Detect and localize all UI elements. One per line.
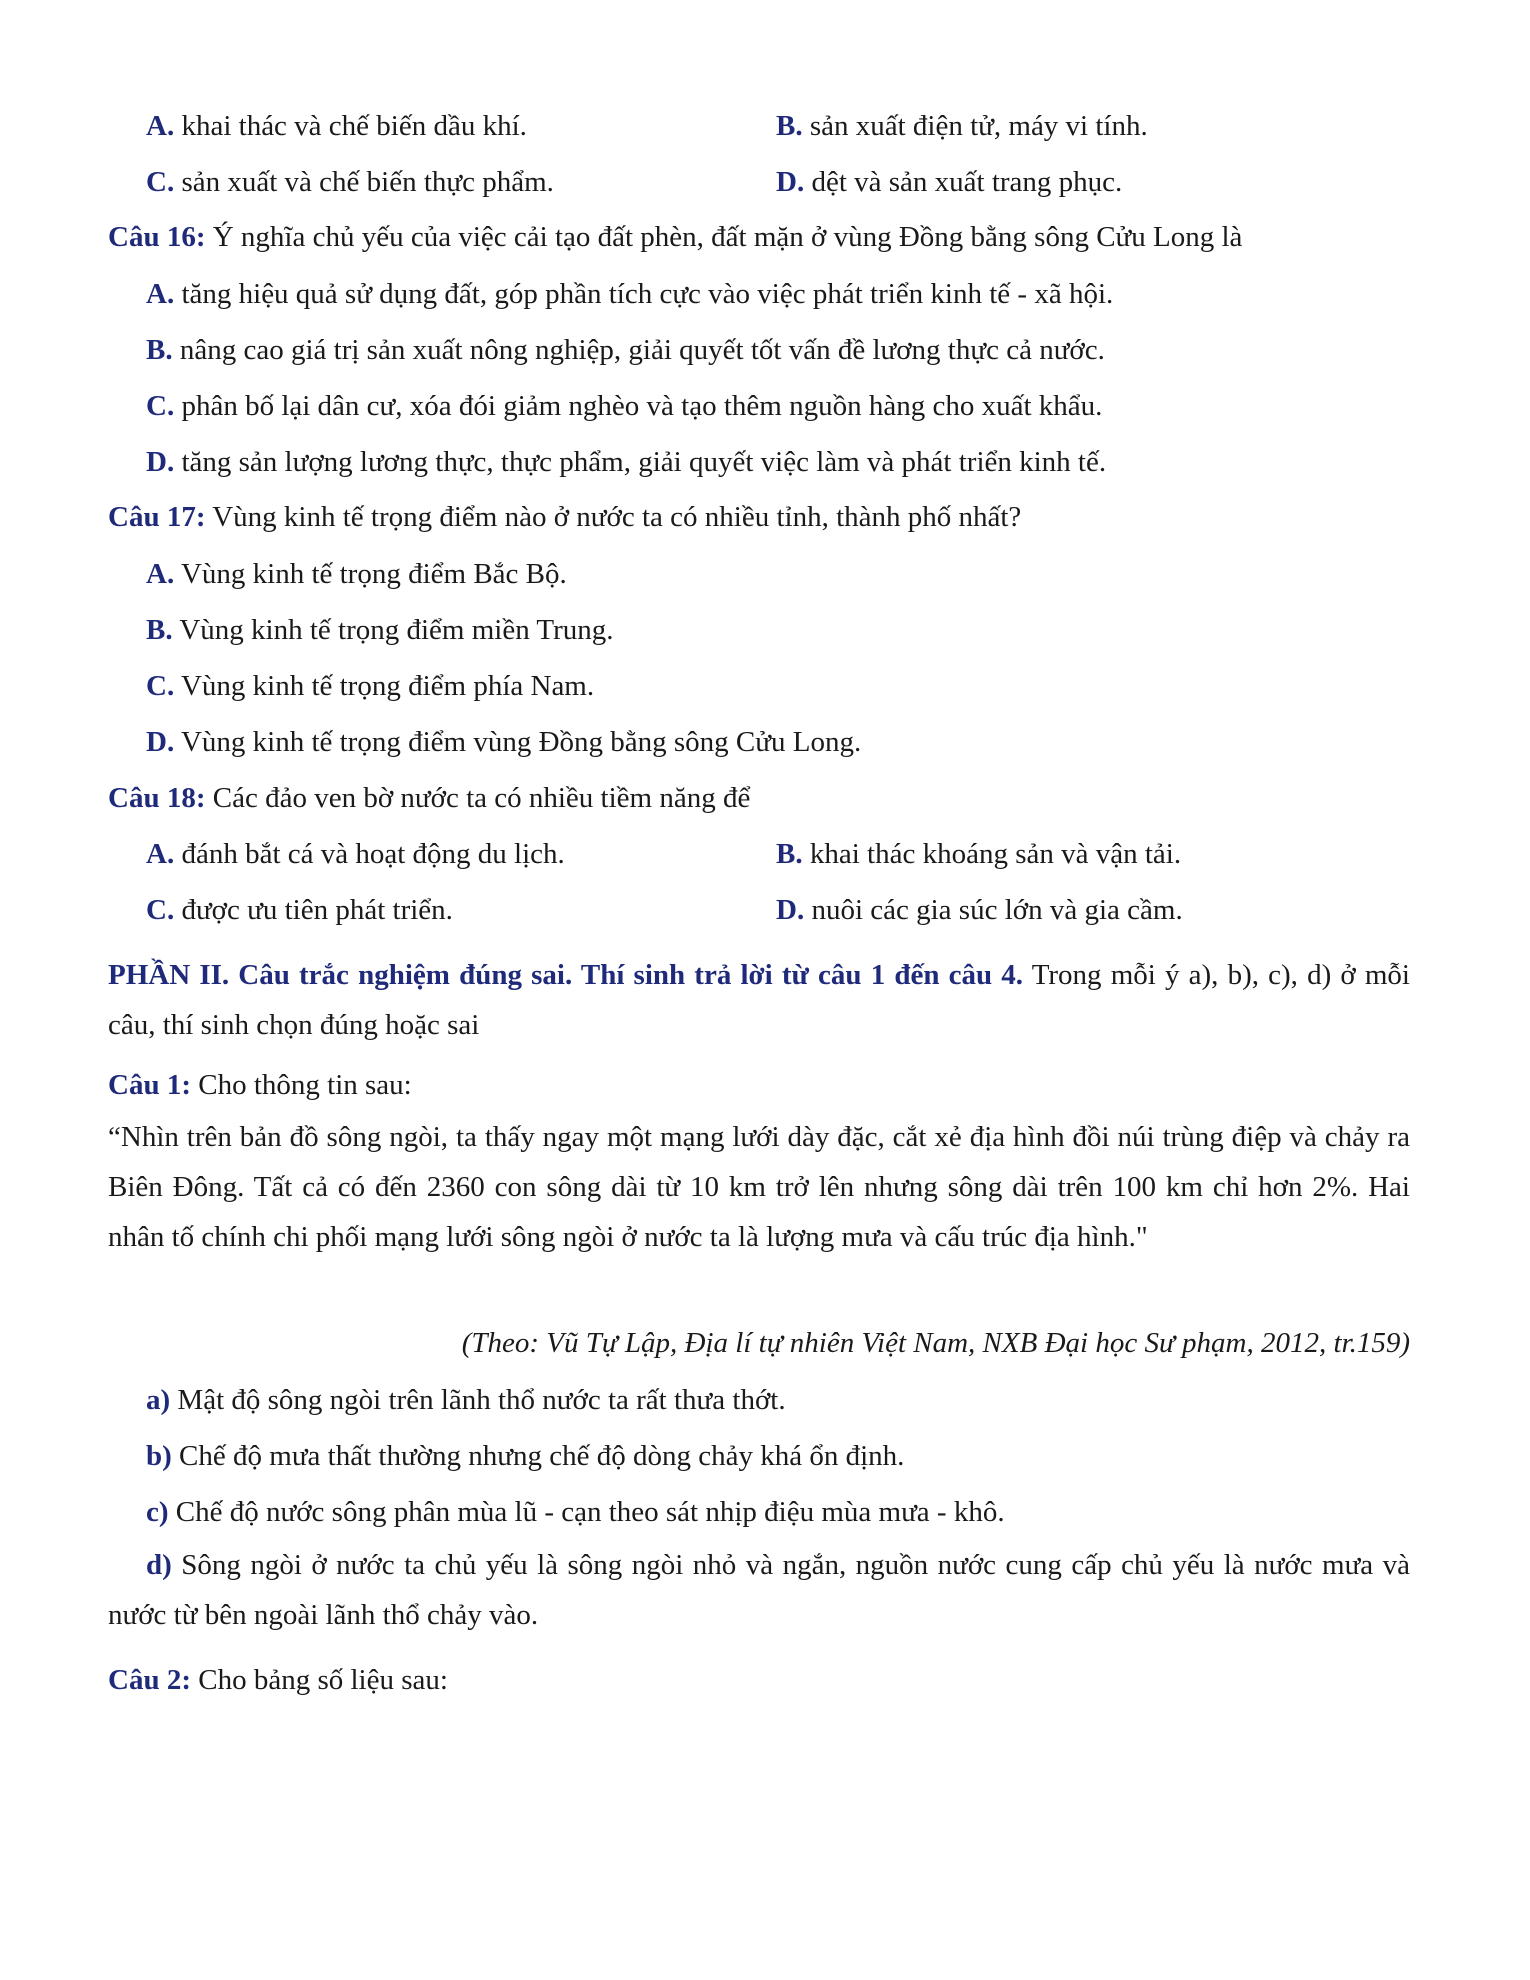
option-text: đánh bắt cá và hoạt động du lịch.: [181, 838, 565, 870]
part2-title: PHẦN II. Câu trắc nghiệm đúng sai. Thí sinh trả lời từ câu 1 đến câu 4.: [108, 959, 1024, 991]
q17-stem: [108, 499, 1021, 535]
option-label: A.: [146, 838, 175, 870]
option-label: D.: [776, 166, 805, 198]
part2-instruction: Trong mỗi ý a), b), c), d) ở mỗi câu, thí sinh chọn đúng hoặc sai: [108, 959, 1410, 1041]
option-label: D.: [776, 894, 805, 926]
question-label: Câu 17:: [108, 501, 206, 533]
p2q1-stem: [108, 1067, 412, 1103]
option-text: nuôi các gia súc lớn và gia cầm.: [811, 894, 1183, 926]
option-label: A.: [146, 558, 175, 590]
option-label: D.: [146, 446, 175, 478]
q17-option-a: [146, 556, 567, 592]
p2q1-statement-c: [146, 1494, 1005, 1530]
q17-option-c: [146, 668, 594, 704]
option-text: khai thác và chế biến dầu khí.: [181, 110, 527, 142]
question-text: Ý nghĩa chủ yếu của việc cải tạo đất phèn, đất mặn ở vùng Đồng bằng sông Cửu Long là: [212, 221, 1243, 253]
option-text: khai thác khoáng sản và vận tải.: [809, 838, 1182, 870]
statement-label: a): [146, 1384, 171, 1416]
q16-stem: [108, 219, 1242, 255]
p2q1-quote: “Nhìn trên bản đồ sông ngòi, ta thấy ngay một mạng lưới dày đặc, cắt xẻ địa hình đồi núi trùng điệp và chảy ra Biên Đông. Tất cả có đến 2360 con sông dài từ 10 km trở lên nhưng sông dài trên 100 km chỉ hơn 2%. Hai nhân tố chính chi phối mạng lưới sông ngòi ở nước ta là lượng mưa và cấu trúc địa hình.": [108, 1121, 1410, 1253]
option-text: Vùng kinh tế trọng điểm Bắc Bộ.: [180, 558, 567, 590]
q16-option-c: [146, 388, 1102, 424]
statement-text: Chế độ nước sông phân mùa lũ - cạn theo sát nhịp điệu mùa mưa - khô.: [175, 1496, 1005, 1528]
option-text: sản xuất điện tử, máy vi tính.: [809, 110, 1148, 142]
q17-option-d: [146, 724, 861, 760]
option-text: phân bố lại dân cư, xóa đói giảm nghèo và tạo thêm nguồn hàng cho xuất khẩu.: [181, 390, 1103, 422]
option-label: D.: [146, 726, 175, 758]
q18-option-c: [146, 892, 453, 928]
statement-label: b): [146, 1440, 172, 1472]
option-text: dệt và sản xuất trang phục.: [811, 166, 1123, 198]
option-text: tăng hiệu quả sử dụng đất, góp phần tích cực vào việc phát triển kinh tế - xã hội.: [181, 278, 1114, 310]
option-label: C.: [146, 670, 175, 702]
option-text: sản xuất và chế biến thực phẩm.: [181, 166, 554, 198]
statement-text: Sông ngòi ở nước ta chủ yếu là sông ngòi nhỏ và ngắn, nguồn nước cung cấp chủ yếu là nước mưa và nước từ bên ngoài lãnh thổ chảy vào.: [108, 1549, 1410, 1631]
p2q2-stem: [108, 1662, 448, 1698]
option-text: Vùng kinh tế trọng điểm phía Nam.: [180, 670, 595, 702]
q15-option-d: [776, 164, 1122, 200]
option-label: B.: [776, 838, 803, 870]
question-label: Câu 1:: [108, 1069, 191, 1101]
option-label: C.: [146, 166, 175, 198]
question-label: Câu 16:: [108, 221, 206, 253]
p2q1-statement-a: [146, 1382, 786, 1418]
p2q1-statement-b: [146, 1438, 904, 1474]
option-text: được ưu tiên phát triển.: [181, 894, 453, 926]
q15-option-c: [146, 164, 554, 200]
statement-label: d): [146, 1549, 172, 1581]
question-text: Cho thông tin sau:: [198, 1069, 412, 1101]
question-text: Cho bảng số liệu sau:: [198, 1664, 448, 1696]
q16-option-d: [146, 444, 1106, 480]
option-label: B.: [146, 614, 173, 646]
p2q1-statement-d: [108, 1540, 1410, 1640]
option-text: Vùng kinh tế trọng điểm vùng Đồng bằng sông Cửu Long.: [180, 726, 862, 758]
part2-heading: [108, 950, 1410, 1050]
question-text: Vùng kinh tế trọng điểm nào ở nước ta có nhiều tỉnh, thành phố nhất?: [212, 501, 1022, 533]
option-label: C.: [146, 390, 175, 422]
q18-option-a: [146, 836, 565, 872]
p2q1-citation: (Theo: Vũ Tự Lập, Địa lí tự nhiên Việt Nam, NXB Đại học Sư phạm, 2012, tr.159): [461, 1327, 1410, 1359]
option-text: nâng cao giá trị sản xuất nông nghiệp, giải quyết tốt vấn đề lương thực cả nước.: [179, 334, 1105, 366]
option-text: Vùng kinh tế trọng điểm miền Trung.: [179, 614, 614, 646]
statement-text: Chế độ mưa thất thường nhưng chế độ dòng chảy khá ổn định.: [179, 1440, 905, 1472]
option-label: C.: [146, 894, 175, 926]
q15-option-b: [776, 108, 1148, 144]
option-label: B.: [776, 110, 803, 142]
question-label: Câu 2:: [108, 1664, 191, 1696]
statement-label: c): [146, 1496, 169, 1528]
option-text: tăng sản lượng lương thực, thực phẩm, giải quyết việc làm và phát triển kinh tế.: [181, 446, 1107, 478]
q18-option-d: [776, 892, 1183, 928]
question-label: Câu 18:: [108, 782, 206, 814]
statement-text: Mật độ sông ngòi trên lãnh thổ nước ta rất thưa thớt.: [177, 1384, 786, 1416]
q18-stem: [108, 780, 750, 816]
q16-option-a: [146, 276, 1113, 312]
option-label: B.: [146, 334, 173, 366]
q16-option-b: [146, 332, 1105, 368]
option-label: A.: [146, 278, 175, 310]
option-label: A.: [146, 110, 175, 142]
q17-option-b: [146, 612, 614, 648]
q18-option-b: [776, 836, 1181, 872]
q15-option-a: [146, 108, 527, 144]
question-text: Các đảo ven bờ nước ta có nhiều tiềm năng để: [212, 782, 751, 814]
